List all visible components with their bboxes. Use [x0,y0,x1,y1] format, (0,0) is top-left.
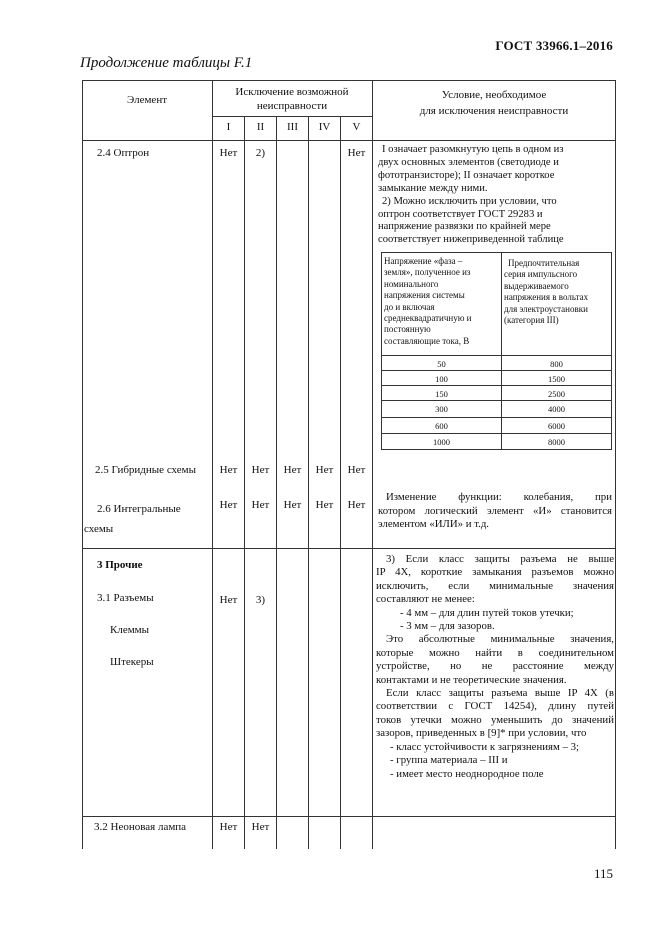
row-integrated-col3: Нет [283,499,302,511]
voltage-table-divider [381,417,612,418]
header-roman-5: V [352,121,361,133]
voltage-table-col2-header [504,258,610,326]
header-roman-1: I [226,121,231,133]
header-roman-3: III [287,121,298,133]
condition-line: напряжение развязки по крайней мере [378,221,551,233]
voltage-table-divider [381,400,612,401]
header-condition-line: Условие, необходимое [441,89,547,101]
condition-line: Если класс защиты разъема выше IP 4X (в [386,687,614,700]
table-header-subdivider [212,116,373,117]
condition-line: зазоров, приведенных в [9]* при условии, что [376,727,587,740]
condition-line: - 3 мм – для зазоров. [400,620,495,633]
header-fault-exclusion-line: Исключение возможной [235,86,349,98]
page-number: 115 [593,866,613,881]
row-optron-name: 2.4 Оптрон [97,147,150,159]
row-integrated-col2: Нет [251,499,270,511]
row-connectors-col2: 3) [255,594,266,606]
condition-line: фототранзисторе); II означает короткое [378,169,555,181]
voltage-value: 150 [435,389,448,399]
condition-line: - класс устойчивости к загрязнениям – 3; [390,740,580,753]
table-border-left [82,80,83,849]
row-other-title: 3 Прочие [97,559,143,571]
table-border-top [82,80,616,81]
voltage-header-line: Предпочтительная [508,258,580,268]
table-continuation-caption: Продолжение таблицы F.1 [80,55,253,71]
row-integrated-name [84,499,210,539]
condition-line: котором логический элемент «И» становится [378,504,612,517]
voltage-header-line: номинального [384,278,439,289]
row-terminals-name: Клеммы [110,624,150,636]
voltage-table-divider [381,370,612,371]
voltage-value: 50 [437,359,446,369]
voltage-value: 1000 [433,437,450,447]
voltage-header-line: составляющие тока, В [384,335,470,346]
condition-line: которые можно найти в соединительном [376,646,614,659]
row-hybrid-col2: Нет [251,464,270,476]
document-code: ГОСТ 33966.1–2016 [495,38,613,53]
row-hybrid-col4: Нет [315,464,334,476]
condition-line: оптрон соответствует ГОСТ 29283 и [378,208,543,220]
voltage-header-line: (категория III) [504,315,559,326]
row-hybrid-col1: Нет [219,464,238,476]
row-integrated-col4: Нет [315,499,334,511]
impulse-value: 1500 [548,374,565,384]
table-row-divider [82,548,616,549]
table-col-divider [276,116,277,849]
row-neon-col2: Нет [251,821,270,833]
row-integrated-condition [378,491,612,532]
table-border-right [615,80,616,849]
impulse-value: 800 [550,359,563,369]
row-optron-col5: Нет [347,147,366,159]
condition-line: I означает разомкнутую цепь в одном из [382,144,564,155]
voltage-header-line: серия импульсного [504,269,578,280]
condition-line: соответствует нижеприведенной таблице [378,234,564,246]
header-condition-line: для исключения неисправности [419,105,569,117]
row-connectors-name: 3.1 Разъемы [97,592,154,604]
header-fault-exclusion [212,85,372,113]
voltage-header-line: напряжения системы [384,290,465,301]
condition-line: составляют не менее: [376,593,475,606]
table-col-divider [340,116,341,849]
row-optron-col2: 2) [255,147,266,159]
voltage-header-line: выдерживаемого [504,280,569,291]
voltage-value: 600 [435,421,448,431]
condition-line: токов утечки можно уменьшить до значений [376,713,614,726]
row-optron-condition [378,144,612,247]
row-hybrid-name: 2.5 Гибридные схемы [95,464,197,476]
row-connectors-condition [376,553,614,781]
condition-line: Изменение функции: колебания, при [386,491,612,503]
header-condition [373,88,615,118]
row-connectors-col1: Нет [219,594,238,606]
voltage-header-line: до и включая [384,301,435,312]
condition-line: контактами и не теоретические значения. [376,673,567,686]
header-element: Элемент [126,94,168,106]
condition-line: 2) Можно исключить при условии, что [382,195,557,207]
impulse-value: 2500 [548,389,565,399]
voltage-table-border [611,252,612,450]
table-col-divider [372,80,373,849]
impulse-value: 6000 [548,421,565,431]
condition-line: исключить, если минимальные значения [376,579,614,592]
voltage-header-line: среднеквадратичную и [384,313,472,324]
voltage-table-border [381,449,612,450]
voltage-table-col1-header [384,256,499,347]
voltage-table-divider [381,355,612,356]
row-integrated-name-line: 2.6 Интегральные [97,503,181,515]
condition-line: устройстве, но не расстояние между [376,660,614,673]
condition-line: IP 4X, короткие замыкания разъемов можно [376,566,614,579]
condition-line: - имеет место неоднородное поле [390,767,544,780]
header-roman-4: IV [318,121,331,133]
table-row-divider [82,816,616,817]
condition-line: Это абсолютные минимальные значения, [386,633,614,646]
voltage-header-line: Напряжение «фаза – [384,256,463,266]
voltage-header-line: постоянную [384,324,431,335]
condition-line: - 4 мм – для длин путей токов утечки; [400,606,574,619]
voltage-header-line: для электроустановки [504,303,588,314]
row-hybrid-col5: Нет [347,464,366,476]
condition-line: соответствии с ГОСТ 14254), длину путей [376,700,614,713]
condition-line: двух основных элементов (светодиоде и [378,156,559,168]
row-optron-col1: Нет [219,147,238,159]
voltage-table-divider [381,385,612,386]
row-hybrid-col3: Нет [283,464,302,476]
table-col-divider [244,116,245,849]
impulse-value: 8000 [548,437,565,447]
condition-line: 3) Если класс защиты разъема не выше [386,553,614,565]
row-plugs-name: Штекеры [110,656,154,668]
row-integrated-col1: Нет [219,499,238,511]
row-integrated-col5: Нет [347,499,366,511]
condition-line: элементом «ИЛИ» и т.д. [378,518,490,531]
condition-line: замыкание между ними. [378,182,488,194]
row-neon-name: 3.2 Неоновая лампа [94,821,187,833]
table-header-bottom [82,140,616,141]
impulse-value: 4000 [548,404,565,414]
condition-line: - группа материала – III и [390,754,508,767]
voltage-table-divider [381,433,612,434]
header-roman-2: II [256,121,265,133]
voltage-header-line: земля», полученное из [384,267,471,278]
header-fault-exclusion-line: неисправности [256,100,328,112]
table-col-divider [308,116,309,849]
row-integrated-name-line: схемы [84,523,114,535]
row-neon-col1: Нет [219,821,238,833]
voltage-value: 100 [435,374,448,384]
voltage-value: 300 [435,404,448,414]
voltage-table-border [381,252,612,253]
voltage-header-line: напряжения в вольтах [504,292,589,303]
